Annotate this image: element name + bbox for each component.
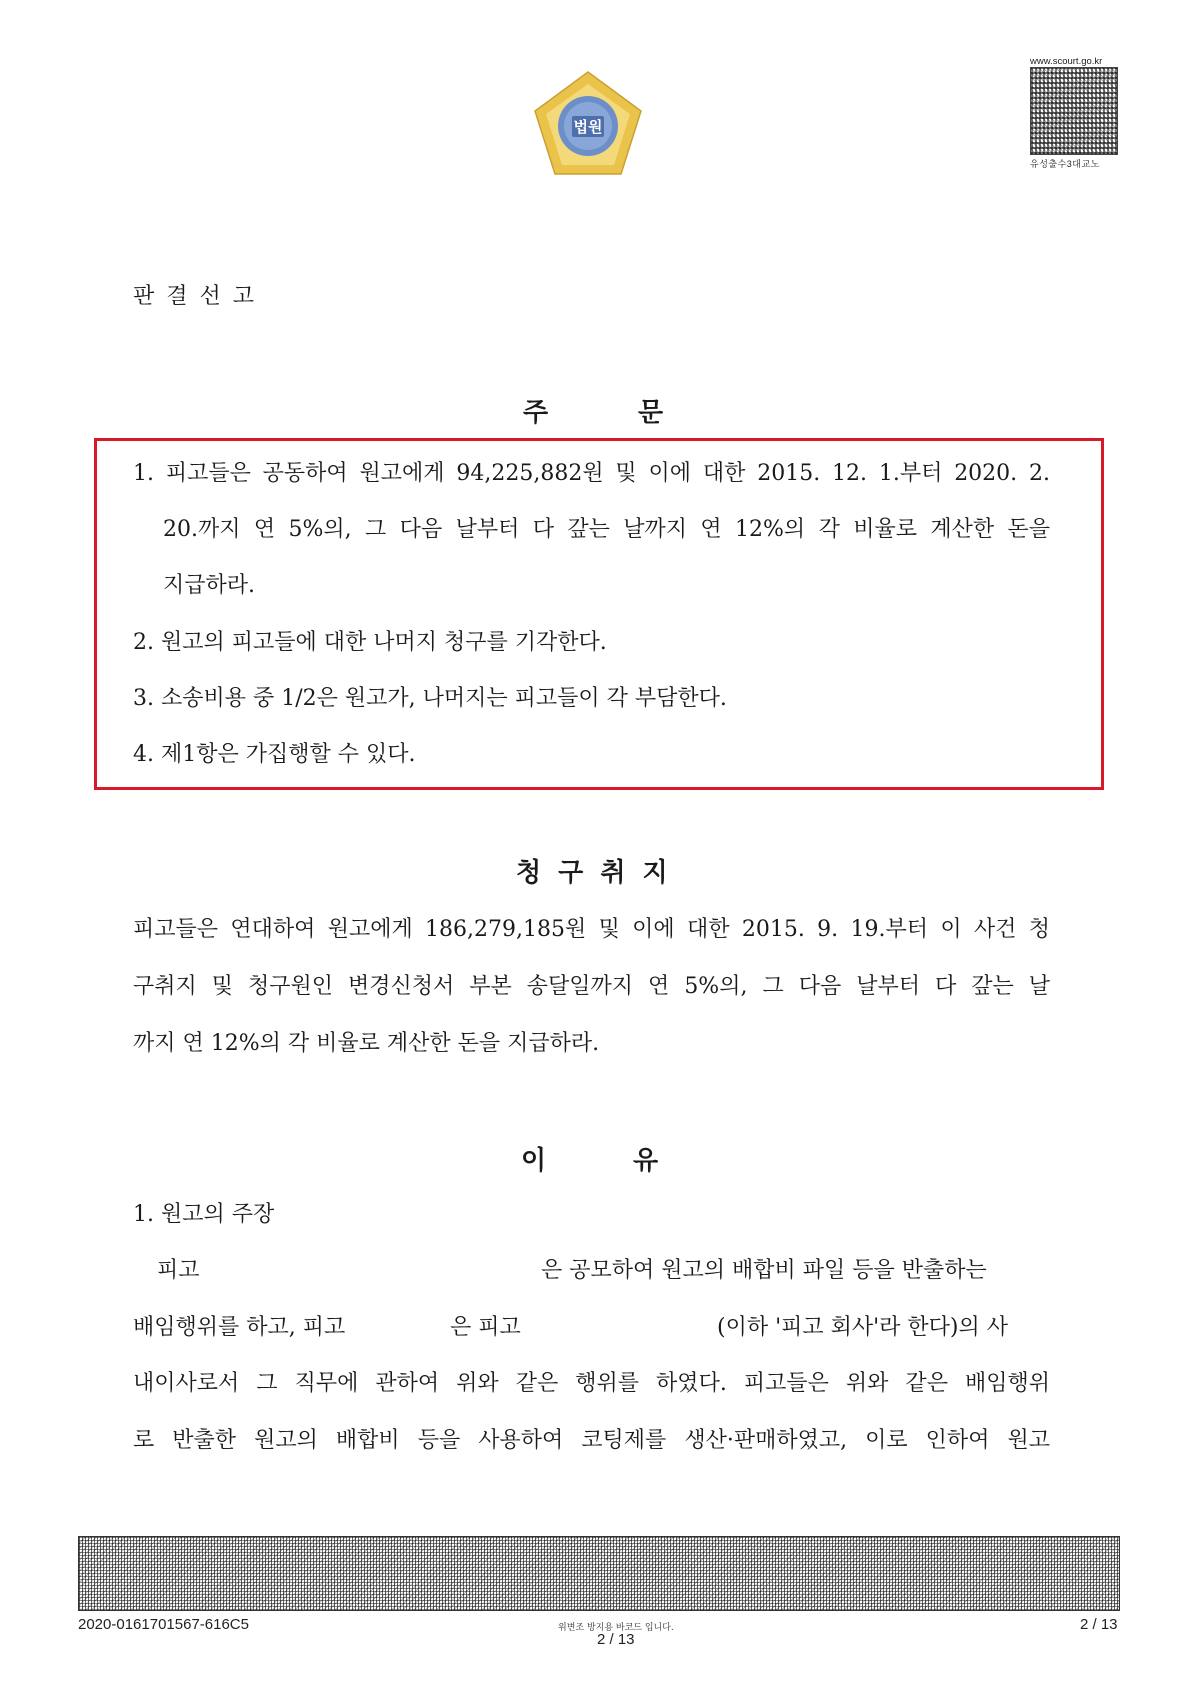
document-id: 2020-0161701567-616C5 (78, 1616, 249, 1633)
reason-para-3: 내이사로서 그 직무에 관하여 위와 같은 행위를 하였다. 피고들은 위와 같은 배임행위 (133, 1371, 1050, 1396)
emblem-label: 법원 (573, 118, 603, 136)
ruling-item-1-line-2: 20.까지 연 5%의, 그 다음 날부터 다 갚는 날까지 연 12%의 각 비율로 계산한 돈을 (163, 517, 1050, 542)
reason-para-1-end: 은 공모하여 원고의 배합비 파일 등을 반출하는 (541, 1258, 987, 1283)
section-1-title: 1. 원고의 주장 (133, 1202, 275, 1227)
qr-caption: 유성출수3대교노 (1030, 159, 1100, 169)
court-emblem (532, 70, 644, 182)
page-number-right: 2 / 13 (1080, 1616, 1118, 1633)
claim-heading: 청 구 취 지 (516, 858, 672, 888)
reasons-heading-right: 유 (633, 1146, 659, 1176)
verification-qr (1030, 56, 1122, 170)
ruling-item-4: 4. 제1항은 가집행할 수 있다. (133, 742, 416, 767)
reason-para-2-start: 배임행위를 하고, 피고 (133, 1315, 346, 1340)
claim-line-2: 구취지 및 청구원인 변경신청서 부본 송달일까지 연 5%의, 그 다음 날부터 다 갚는 날 (133, 974, 1050, 999)
qr-url: www.scourt.go.kr (1030, 56, 1103, 67)
claim-line-3: 까지 연 12%의 각 비율로 계산한 돈을 지급하라. (133, 1031, 600, 1056)
barcode-notice: 위변조 방지용 바코드 입니다. (558, 1623, 674, 1633)
reason-para-2-mid: 은 피고 (450, 1315, 521, 1340)
qr-code (1030, 67, 1118, 155)
ruling-item-2: 2. 원고의 피고들에 대한 나머지 청구를 기각한다. (133, 630, 607, 655)
ruling-heading-right: 문 (638, 398, 664, 428)
ruling-heading-left: 주 (523, 398, 549, 428)
reason-para-2-end: (이하 '피고 회사'라 한다)의 사 (717, 1315, 1009, 1340)
judgment-notice: 판결선고 (133, 284, 267, 309)
ruling-item-1-line-1: 1. 피고들은 공동하여 원고에게 94,225,882원 및 이에 대한 2015. 12. 1.부터 2020. 2. (133, 461, 1050, 486)
reason-para-4: 로 반출한 원고의 배합비 등을 사용하여 코팅제를 생산·판매하였고, 이로 인하여 원고 (133, 1428, 1050, 1453)
reasons-heading-left: 이 (521, 1146, 547, 1176)
page-number-center: 2 / 13 (597, 1631, 635, 1648)
reason-para-1-start: 피고 (157, 1258, 200, 1283)
anti-forgery-barcode (78, 1536, 1120, 1611)
ruling-item-3: 3. 소송비용 중 1/2은 원고가, 나머지는 피고들이 각 부담한다. (133, 686, 727, 711)
ruling-item-1-line-3: 지급하라. (163, 573, 256, 598)
claim-line-1: 피고들은 연대하여 원고에게 186,279,185원 및 이에 대한 2015. 9. 19.부터 이 사건 청 (133, 917, 1050, 942)
